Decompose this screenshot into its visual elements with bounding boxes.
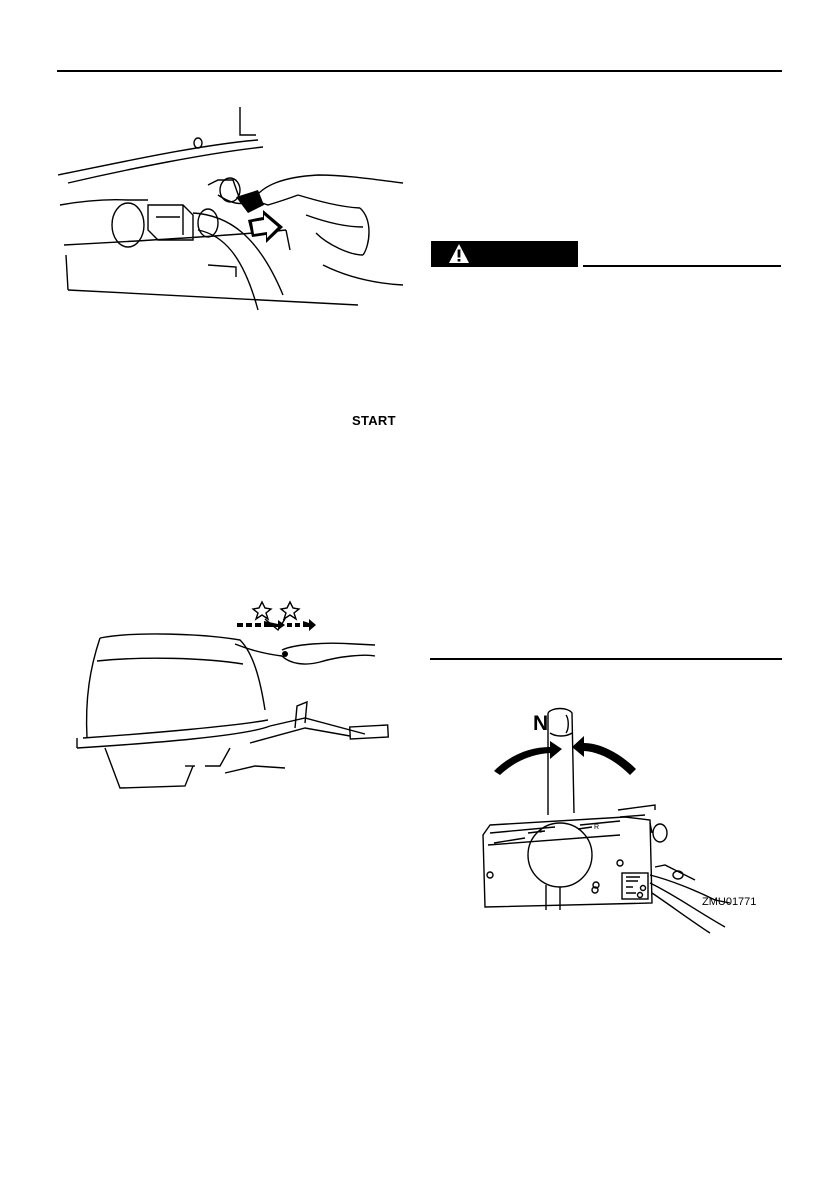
warning-header <box>431 241 578 267</box>
warning-triangle-icon <box>448 243 470 264</box>
warning-header-rule <box>583 265 781 267</box>
spark-check-illustration <box>75 598 390 790</box>
fuel-connector-illustration <box>58 105 408 315</box>
neutral-position-label: N <box>533 712 549 735</box>
figure-code: ZMU01771 <box>702 896 757 908</box>
reverse-mark: R <box>594 824 600 831</box>
warning-end-rule <box>430 658 782 660</box>
spark-check-drawing <box>75 598 390 790</box>
start-label: START <box>352 413 396 428</box>
fuel-connector-drawing <box>58 105 408 315</box>
forward-mark: F <box>540 828 545 835</box>
header-rule <box>57 70 782 72</box>
